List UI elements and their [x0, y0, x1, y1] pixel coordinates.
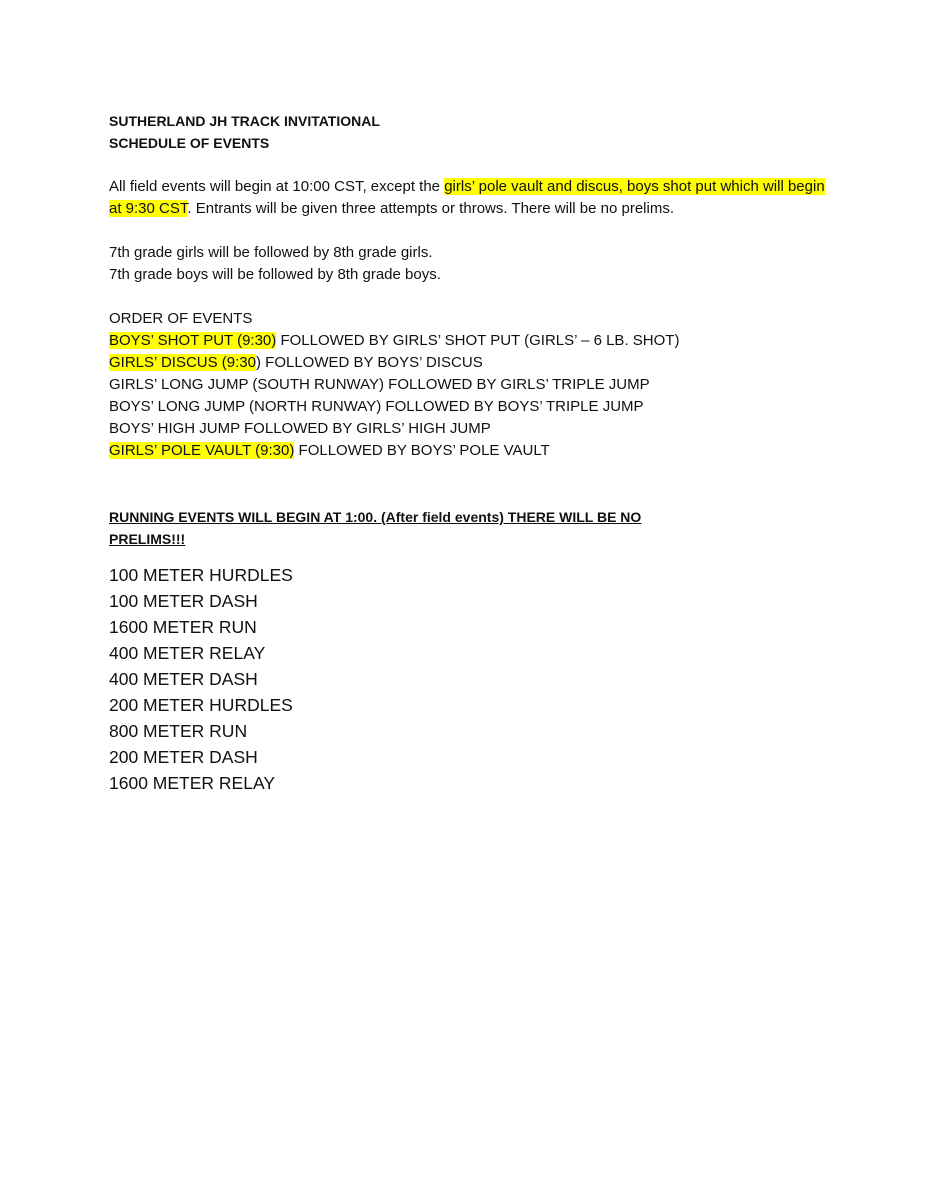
running-events-heading: RUNNING EVENTS WILL BEGIN AT 1:00. (After field events) THERE WILL BE NO PRELIMS!!!: [109, 509, 642, 547]
order-event-line: [109, 374, 829, 396]
running-event-item: 400 METER RELAY: [109, 643, 266, 663]
title-line-1: SUTHERLAND JH TRACK INVITATIONAL: [109, 113, 380, 129]
order-event-highlight: BOYS’ SHOT PUT (9:30): [109, 332, 277, 349]
running-event-item: 100 METER DASH: [109, 591, 258, 611]
running-event-item: 1600 METER RUN: [109, 617, 257, 637]
running-event-item: 200 METER DASH: [109, 747, 258, 767]
order-event-line: [109, 418, 829, 440]
order-event-text: BOYS’ HIGH JUMP FOLLOWED BY GIRLS’ HIGH JUMP: [109, 420, 491, 437]
order-event-line: [109, 330, 829, 352]
title-line-2: SCHEDULE OF EVENTS: [109, 135, 270, 151]
intro-paragraph: [109, 176, 829, 220]
order-event-line: [109, 396, 829, 418]
order-event-text: FOLLOWED BY GIRLS’ SHOT PUT (GIRLS’ – 6 LB. SHOT): [276, 332, 680, 349]
order-event-text: BOYS’ LONG JUMP (NORTH RUNWAY) FOLLOWED BY BOYS’ TRIPLE JUMP: [109, 398, 644, 415]
grade-note-girls: 7th grade girls will be followed by 8th grade girls.: [109, 244, 433, 261]
intro-text-start: All field events will begin at 10:00 CST, except the: [109, 178, 445, 195]
order-of-events-list: [109, 330, 829, 462]
running-event-item: 1600 METER RELAY: [109, 773, 275, 793]
running-event-item: 100 METER HURDLES: [109, 565, 293, 585]
order-event-highlight: GIRLS’ POLE VAULT (9:30): [109, 442, 295, 459]
running-event-item: 400 METER DASH: [109, 669, 258, 689]
order-event-line: [109, 352, 829, 374]
running-event-item: 800 METER RUN: [109, 721, 248, 741]
intro-text-end: . Entrants will be given three attempts or throws. There will be no prelims.: [187, 200, 674, 217]
order-event-highlight: GIRLS’ DISCUS (9:30: [109, 354, 256, 371]
order-event-line: [109, 440, 829, 462]
order-of-events-heading: ORDER OF EVENTS: [109, 310, 253, 327]
order-event-text: ) FOLLOWED BY BOYS’ DISCUS: [256, 354, 483, 371]
document-body: [109, 110, 829, 796]
order-event-text: GIRLS’ LONG JUMP (SOUTH RUNWAY) FOLLOWED BY GIRLS’ TRIPLE JUMP: [109, 376, 650, 393]
order-event-text: FOLLOWED BY BOYS’ POLE VAULT: [294, 442, 550, 459]
running-event-item: 200 METER HURDLES: [109, 695, 293, 715]
running-events-list: [109, 562, 829, 796]
grade-note-boys: 7th grade boys will be followed by 8th grade boys.: [109, 266, 441, 283]
intro-highlight: girls’ pole vault and discus, boys shot put which will begin at 9:30 CST: [109, 178, 825, 217]
